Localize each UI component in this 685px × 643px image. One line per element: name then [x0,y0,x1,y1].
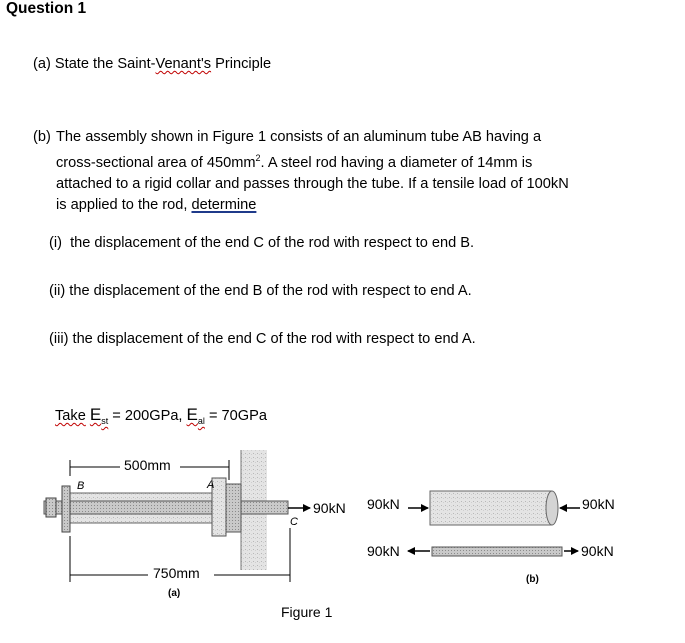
label-b: B [77,480,85,492]
part-b-line-1: The assembly shown in Figure 1 consists of an aluminum tube AB having a [56,129,542,145]
part-a-label: (a) [33,56,51,72]
sub-question-label: (iii) [49,331,69,347]
sub-a-label: (a) [168,588,181,599]
rigid-collar [62,486,70,532]
part-b-label: (b) [33,129,51,145]
question-title: Question 1 [6,0,87,17]
label-a: A [207,479,215,491]
part-b-line-2a: cross-sectional area of 450mm [56,154,256,171]
sub-question-label: (ii) [49,283,66,299]
part-b-line-4: is applied to the rod, [56,196,192,213]
flange-bolts [226,484,241,532]
e-al-sub: al [197,415,205,426]
determine-word: determine [191,196,257,213]
part-a-text-end: Principle [211,56,272,72]
dim-750-label: 750mm [153,565,200,581]
label-c: C [290,516,298,528]
take-word: Take [55,408,86,424]
sub-question-text: the displacement of the end C of the rod with respect to end B. [70,235,475,251]
e-st-symbol: E [89,405,102,424]
sub-question-text: the displacement of the end B of the rod with respect to end A. [69,283,472,299]
part-b-sup: 2 [255,153,261,163]
force-a-label: 90kN [313,500,346,516]
e-st-sub: st [101,415,109,426]
steel-rod [44,501,288,514]
force-tube-left: 90kN [367,496,400,512]
part-b-line-3: attached to a rigid collar and passes through the tube. If a tensile load of 100kN [56,175,569,192]
sub-question-label: (i) [49,235,62,251]
part-a-venant: Venant's [155,56,212,72]
part-a-text: State the Saint- [54,56,156,72]
tube-free-body [430,491,552,525]
bolt-head [46,498,56,517]
force-tube-right: 90kN [582,496,615,512]
dim-500-label: 500mm [124,457,171,473]
rod-free-body [432,547,562,556]
sub-question-text: the displacement of the end C of the rod with respect to end A. [72,331,476,347]
sub-b-label: (b) [526,574,539,585]
e-st-value: = 200GPa, [108,408,187,424]
force-rod-right: 90kN [581,543,614,559]
part-b-line-2b: . A steel rod having a diameter of 14mm is [260,154,533,171]
e-al-value: = 70GPa [204,408,267,424]
e-al-symbol: E [186,405,198,424]
figure-caption: Figure 1 [281,604,333,620]
force-rod-left: 90kN [367,543,400,559]
